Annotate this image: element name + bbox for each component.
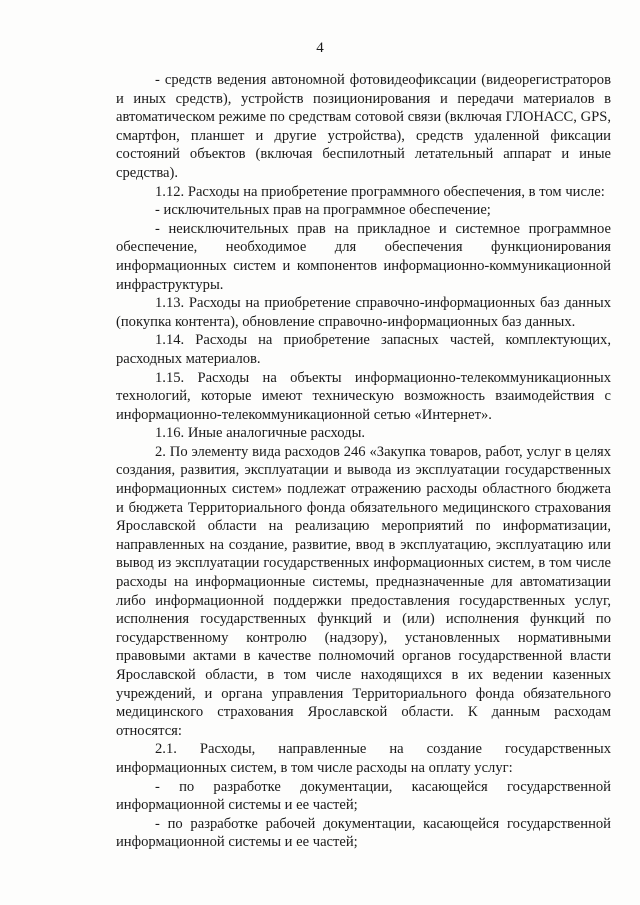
paragraph: 2.1. Расходы, направленные на создание государственных информационных систем, в том числе расходы на оплату услуг: xyxy=(116,741,611,776)
paragraph: 1.16. Иные аналогичные расходы. xyxy=(155,425,366,442)
list-item: - средств ведения автономной фотовидеофиксации (видеорегистраторов и иных средств), устройств позиционирования и передачи материалов в автоматическом режиме по средствам сотовой связи (включая ГЛОНАСС, GPS, смартфон, планшет и другие устройства), средств удаленной фиксации состояний объектов (включая беспилотный летательный аппарат и иные средства). xyxy=(116,72,611,181)
page-number: 4 xyxy=(316,40,324,56)
list-item: - исключительных прав на программное обеспечение; xyxy=(155,202,491,219)
paragraph: 1.12. Расходы на приобретение программного обеспечения, в том числе: xyxy=(155,183,605,200)
list-item: - по разработке документации, касающейся государственной информационной системы и ее частей; xyxy=(116,778,611,814)
paragraph: 1.14. Расходы на приобретение запасных частей, комплектующих, расходных материалов. xyxy=(116,332,611,367)
list-item: - неисключительных прав на прикладное и системное программное обеспечение, необходимое для обеспечения функционирования информационных систем и компонентов информационно-коммуникационной инфраструктуры. xyxy=(116,220,611,293)
document-body xyxy=(116,71,611,852)
list-item: - по разработке рабочей документации, касающейся государственной информационной системы и ее частей; xyxy=(116,815,611,851)
paragraph: 1.15. Расходы на объекты информационно-телекоммуникационных технологий, которые имеют техническую возможность взаимодействия с информационно-телекоммуникационной сетью «Интернет». xyxy=(116,369,611,423)
paragraph: 2. По элементу вида расходов 246 «Закупка товаров, работ, услуг в целях создания, развития, эксплуатации и вывода из эксплуатации государственных информационных систем» подлежат отражению расходы областного бюджета и бюджета Территориального фонда обязательного медицинского страхования Ярославской области на реализацию мероприятий по информатизации, направленных на создание, развитие, ввод в эксплуатацию, эксплуатацию или вывод из эксплуатации государственных информационных систем, в том числе расходы на информационные системы, предназначенные для автоматизации либо информационной поддержки предоставления государственных услуг, исполнения государственных функций и (или) исполнения функций по государственному контролю (надзору), установленных нормативными правовыми актами в качестве полномочий органов государственной власти Ярославской области, в том числе находящихся в их ведении казенных учреждений, и органа управления Территориального фонда обязательного медицинского страхования Ярославской области. К данным расходам относятся: xyxy=(116,443,611,739)
paragraph: 1.13. Расходы на приобретение справочно-информационных баз данных (покупка контента), обновление справочно-информационных баз данных. xyxy=(116,295,611,330)
